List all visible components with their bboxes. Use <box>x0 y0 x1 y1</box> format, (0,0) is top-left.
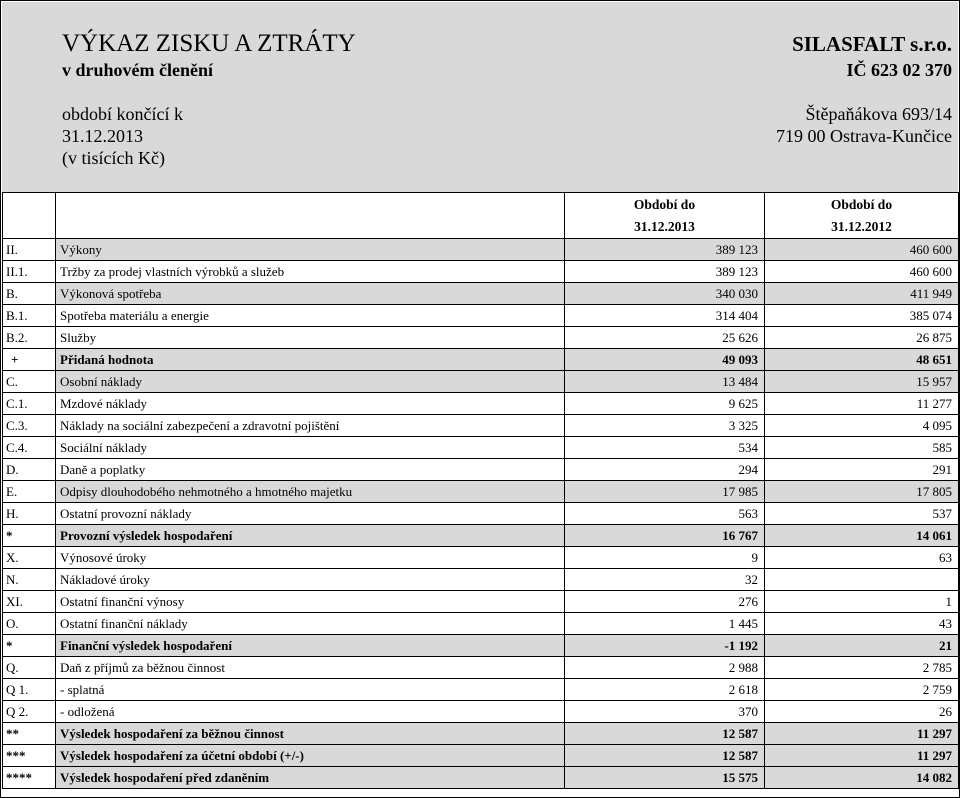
row-value-2013: 389 123 <box>565 261 765 283</box>
row-value-2012: 15 957 <box>765 371 959 393</box>
column-header-line1: Období do <box>830 197 893 212</box>
row-code: B.1. <box>3 305 56 327</box>
column-header-line2: 31.12.2013 <box>634 219 695 234</box>
row-code: C.1. <box>3 393 56 415</box>
row-value-2012: 63 <box>765 547 959 569</box>
row-code: C.4. <box>3 437 56 459</box>
statement-row <box>3 525 959 547</box>
report-header <box>2 2 958 192</box>
statement-row <box>3 591 959 613</box>
row-code: II.1. <box>3 261 56 283</box>
currency-unit: (v tisících Kč) <box>62 148 165 168</box>
row-label: Finanční výsledek hospodaření <box>56 635 565 657</box>
code-header-cell <box>3 193 56 239</box>
statement-row <box>3 305 959 327</box>
statement-row <box>3 503 959 525</box>
row-code: * <box>3 525 56 547</box>
row-value-2012: 1 <box>765 591 959 613</box>
row-label: - odložená <box>56 701 565 723</box>
statement-row <box>3 261 959 283</box>
row-value-2013: 9 <box>565 547 765 569</box>
row-value-2012: 291 <box>765 459 959 481</box>
row-code: Q 1. <box>3 679 56 701</box>
row-code: ** <box>3 723 56 745</box>
row-value-2013: 12 587 <box>565 745 765 767</box>
period-date: 31.12.2013 <box>62 126 143 146</box>
row-code: + <box>3 349 56 371</box>
statement-row <box>3 679 959 701</box>
row-label: Služby <box>56 327 565 349</box>
row-code: X. <box>3 547 56 569</box>
row-value-2012: 2 759 <box>765 679 959 701</box>
row-value-2012: 14 061 <box>765 525 959 547</box>
row-value-2013: 17 985 <box>565 481 765 503</box>
row-value-2012 <box>765 569 959 591</box>
row-label: Náklady na sociální zabezpečení a zdravotní pojištění <box>56 415 565 437</box>
statement-row <box>3 701 959 723</box>
row-code: Q. <box>3 657 56 679</box>
row-value-2013: 370 <box>565 701 765 723</box>
column-header-line2: 31.12.2012 <box>831 219 892 234</box>
column-header-2012 <box>765 193 959 239</box>
row-label: Výsledek hospodaření za účetní období (+/-) <box>56 745 565 767</box>
row-code: D. <box>3 459 56 481</box>
statement-row <box>3 283 959 305</box>
company-name: SILASFALT s.r.o. <box>792 32 952 56</box>
label-header-cell <box>56 193 565 239</box>
row-value-2013: 15 575 <box>565 767 765 789</box>
row-code: XI. <box>3 591 56 613</box>
row-code: II. <box>3 239 56 261</box>
row-code: C. <box>3 371 56 393</box>
row-value-2012: 11 277 <box>765 393 959 415</box>
row-label: Výsledek hospodaření před zdaněním <box>56 767 565 789</box>
row-value-2012: 537 <box>765 503 959 525</box>
row-value-2013: 314 404 <box>565 305 765 327</box>
row-code: **** <box>3 767 56 789</box>
row-label: Nákladové úroky <box>56 569 565 591</box>
period-label: období končící k <box>62 104 183 124</box>
row-value-2012: 4 095 <box>765 415 959 437</box>
statement-row <box>3 745 959 767</box>
row-label: Osobní náklady <box>56 371 565 393</box>
statement-row <box>3 459 959 481</box>
row-value-2013: 32 <box>565 569 765 591</box>
row-value-2012: 48 651 <box>765 349 959 371</box>
row-value-2013: 13 484 <box>565 371 765 393</box>
row-value-2012: 11 297 <box>765 745 959 767</box>
statement-row <box>3 481 959 503</box>
statement-row <box>3 635 959 657</box>
row-code: B.2. <box>3 327 56 349</box>
row-value-2012: 11 297 <box>765 723 959 745</box>
row-label: Sociální náklady <box>56 437 565 459</box>
statement-row <box>3 393 959 415</box>
row-value-2012: 43 <box>765 613 959 635</box>
statement-row <box>3 723 959 745</box>
company-ico: IČ 623 02 370 <box>846 60 952 80</box>
row-value-2013: 389 123 <box>565 239 765 261</box>
row-value-2013: 294 <box>565 459 765 481</box>
statement-row <box>3 239 959 261</box>
row-code: O. <box>3 613 56 635</box>
row-label: Výkony <box>56 239 565 261</box>
row-value-2013: 9 625 <box>565 393 765 415</box>
row-code: *** <box>3 745 56 767</box>
row-code: H. <box>3 503 56 525</box>
address-city: 719 00 Ostrava-Kunčice <box>776 126 952 146</box>
column-header-row <box>3 193 959 239</box>
column-header-line1: Období do <box>633 197 696 212</box>
row-value-2013: 49 093 <box>565 349 765 371</box>
row-code: * <box>3 635 56 657</box>
row-value-2013: 276 <box>565 591 765 613</box>
statement-row <box>3 767 959 789</box>
row-label: Spotřeba materiálu a energie <box>56 305 565 327</box>
row-label: Mzdové náklady <box>56 393 565 415</box>
income-statement-table <box>2 192 959 789</box>
row-value-2013: 3 325 <box>565 415 765 437</box>
row-label: Ostatní finanční výnosy <box>56 591 565 613</box>
row-label: Ostatní finanční náklady <box>56 613 565 635</box>
row-value-2013: 12 587 <box>565 723 765 745</box>
statement-row <box>3 613 959 635</box>
row-label: Provozní výsledek hospodaření <box>56 525 565 547</box>
row-value-2012: 26 875 <box>765 327 959 349</box>
row-value-2013: 534 <box>565 437 765 459</box>
row-label: Výsledek hospodaření za běžnou činnost <box>56 723 565 745</box>
row-code: N. <box>3 569 56 591</box>
row-value-2012: 460 600 <box>765 261 959 283</box>
statement-row <box>3 371 959 393</box>
row-value-2012: 411 949 <box>765 283 959 305</box>
row-value-2013: 340 030 <box>565 283 765 305</box>
statement-row <box>3 349 959 371</box>
row-code: C.3. <box>3 415 56 437</box>
statement-row <box>3 547 959 569</box>
row-label: Přidaná hodnota <box>56 349 565 371</box>
statement-row <box>3 437 959 459</box>
report-title: VÝKAZ ZISKU A ZTRÁTY <box>62 30 356 57</box>
statement-row <box>3 657 959 679</box>
row-value-2013: -1 192 <box>565 635 765 657</box>
statement-row <box>3 327 959 349</box>
report-subtitle: v druhovém členění <box>62 60 213 80</box>
row-value-2012: 585 <box>765 437 959 459</box>
row-value-2013: 16 767 <box>565 525 765 547</box>
row-label: Odpisy dlouhodobého nehmotného a hmotného majetku <box>56 481 565 503</box>
statement-row <box>3 415 959 437</box>
row-value-2012: 460 600 <box>765 239 959 261</box>
row-value-2013: 1 445 <box>565 613 765 635</box>
row-value-2013: 563 <box>565 503 765 525</box>
row-label: Tržby za prodej vlastních výrobků a služeb <box>56 261 565 283</box>
row-value-2012: 2 785 <box>765 657 959 679</box>
row-value-2013: 2 988 <box>565 657 765 679</box>
row-code: B. <box>3 283 56 305</box>
row-label: Daně a poplatky <box>56 459 565 481</box>
row-code: Q 2. <box>3 701 56 723</box>
row-value-2013: 2 618 <box>565 679 765 701</box>
row-label: Ostatní provozní náklady <box>56 503 565 525</box>
row-label: Daň z příjmů za běžnou činnost <box>56 657 565 679</box>
row-value-2012: 21 <box>765 635 959 657</box>
row-value-2012: 17 805 <box>765 481 959 503</box>
row-label: Výkonová spotřeba <box>56 283 565 305</box>
statement-row <box>3 569 959 591</box>
row-value-2012: 26 <box>765 701 959 723</box>
row-label: - splatná <box>56 679 565 701</box>
column-header-2013 <box>565 193 765 239</box>
row-code: E. <box>3 481 56 503</box>
row-label: Výnosové úroky <box>56 547 565 569</box>
row-value-2012: 14 082 <box>765 767 959 789</box>
row-value-2012: 385 074 <box>765 305 959 327</box>
row-value-2013: 25 626 <box>565 327 765 349</box>
address-street: Štěpaňákova 693/14 <box>805 104 952 124</box>
